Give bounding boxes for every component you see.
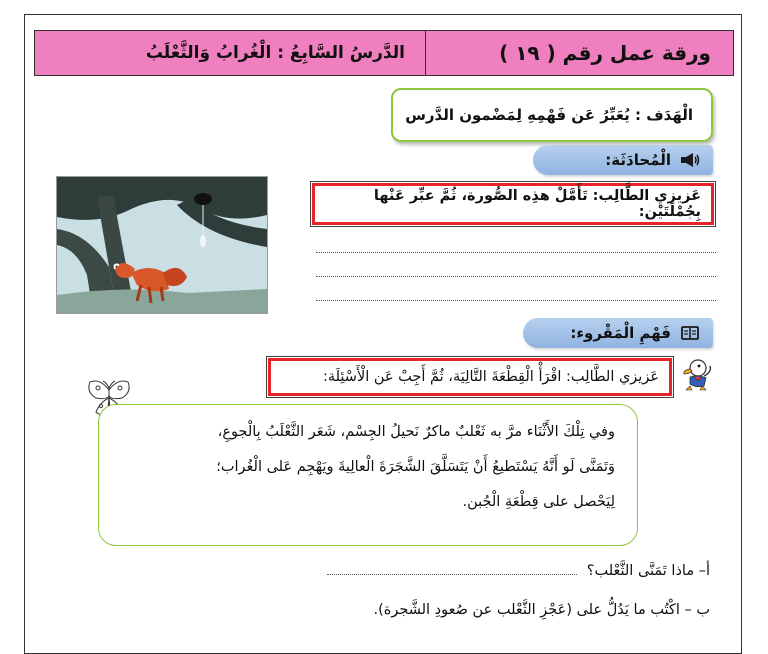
answer-line-1[interactable] — [316, 252, 716, 253]
fox-crow-picture — [56, 176, 268, 314]
worksheet-header — [34, 30, 734, 76]
worksheet-title: ورقة عمل رقم ( ١٩ ) — [499, 41, 711, 65]
question-a — [327, 563, 710, 579]
megaphone-icon — [679, 152, 701, 168]
goal-box — [391, 88, 713, 142]
worksheet-title-cell — [426, 31, 733, 75]
passage-line: وفي تِلْكَ الأَثْنَاء مرَّ به ثَعْلبٌ ماكرٌ نَحيلُ الجِسْم، شَعَر الثَّعْلَبُ بِالْجوعِ، — [217, 424, 615, 440]
book-icon — [679, 325, 701, 341]
reading-label: فَهْمِ الْمَقْروء: — [570, 324, 671, 342]
duck-icon — [678, 356, 714, 392]
answer-line-3[interactable] — [316, 300, 716, 301]
goal-text: الْهَدَف : يُعَبِّرُ عَن فَهْمِهِ لِمَضْمون الدَّرس — [405, 106, 693, 124]
passage-line: لِيَحْصل على قِطْعَةِ الْجُبن. — [462, 494, 615, 510]
question-a-answer-line[interactable] — [327, 574, 577, 575]
lesson-title-cell — [35, 31, 426, 75]
reading-instruction-box — [268, 358, 672, 396]
lesson-title: الدَّرسُ السَّابِعُ : الْغُرابُ وَالثَّعْلَبُ — [145, 43, 405, 63]
passage-line: وَتَمَنَّى لَو أَنَّهُ يَسْتَطيعُ أَنْ يَتَسَلَّقَ الشَّجَرَةَ الْعالِيةَ ويَهْجِم عَلى الْغُراب؛ — [216, 459, 615, 475]
conversation-section-header — [533, 145, 713, 175]
reading-section-header — [523, 318, 713, 348]
answer-line-2[interactable] — [316, 276, 716, 277]
reading-instruction: عَزيزي الطَّالِب: اقْرَأْ الْقِطْعَةَ التَّالِيَة، ثُمَّ أَجِبْ عَن الْأَسْئِلَة: — [322, 369, 659, 385]
question-b — [373, 602, 710, 618]
picture-instruction-box — [312, 183, 714, 225]
question-a-label: أ– ماذا تَمَنَّى الثَّعْلب؟ — [586, 563, 710, 579]
conversation-label: الْمُحادَثَة: — [605, 151, 671, 169]
reading-passage — [98, 404, 638, 546]
question-b-label: ب – اكْتُب ما يَدُلُّ على (عَجْزِ الثَّعْلب عن صُعودِ الشَّجرة). — [373, 602, 710, 618]
picture-instruction: عَزيزي الطَّالِب: تَأَمَّلْ هذِه الصُّورة، ثُمَّ عبِّر عَنْها بِجُمْلَتَيْن: — [373, 188, 701, 220]
